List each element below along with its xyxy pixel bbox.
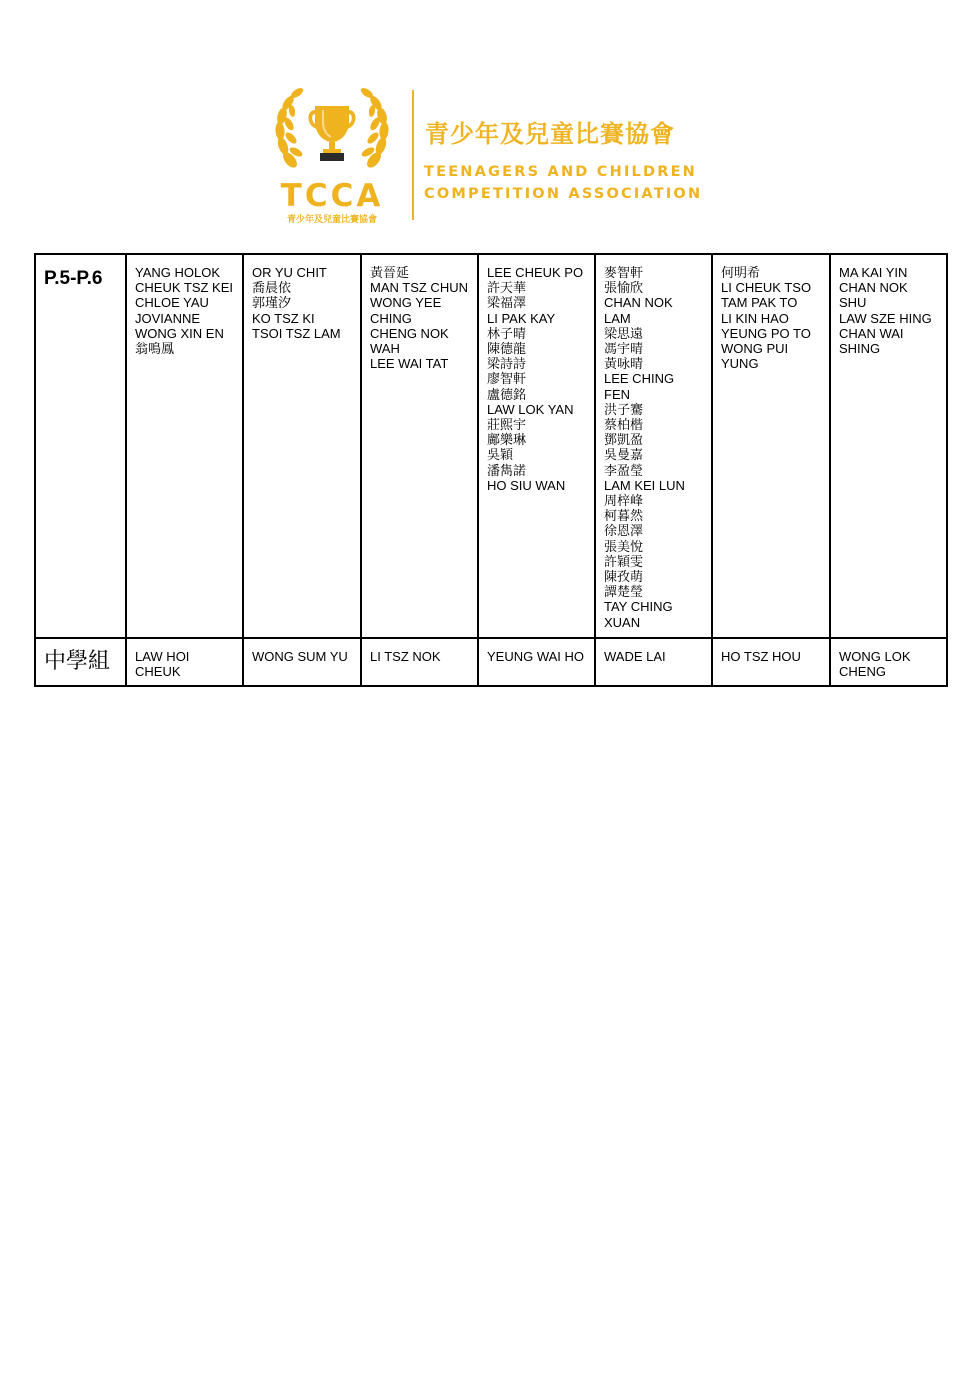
participant-name: CHLOE YAU <box>135 295 209 311</box>
logo-subtext: 青少年及兒童比賽協會 <box>286 215 377 225</box>
names-cell <box>126 638 243 686</box>
participant-name: 翁鳴鳳 <box>135 341 175 357</box>
category-label: P.5-P.6 <box>44 268 103 289</box>
participant-name: LI CHEUK TSO <box>721 280 812 296</box>
participant-name: YEUNG WAI HO <box>487 649 585 664</box>
participant-name: HO TSZ HOU <box>721 649 801 664</box>
participant-name: 鄺樂琳 <box>487 432 527 448</box>
participant-name: LEE CHING <box>604 371 675 387</box>
names-cell <box>361 638 478 686</box>
participant-name: 張美悅 <box>604 538 644 554</box>
participant-name: WADE LAI <box>604 649 666 664</box>
participant-name: 廖智軒 <box>487 371 527 387</box>
participant-name: KO TSZ KI <box>252 310 315 326</box>
category-cell <box>35 254 126 638</box>
participant-name: 何明希 <box>721 265 761 280</box>
participant-name: 麥智軒 <box>604 265 644 280</box>
names-cell <box>361 254 478 638</box>
participant-name: 許天華 <box>487 280 527 296</box>
participant-name: CHAN WAI <box>839 325 904 341</box>
participant-name: 梁福澤 <box>487 295 527 311</box>
participant-name: 林子晴 <box>487 325 527 341</box>
participant-name: SHU <box>839 295 867 311</box>
participant-name: 周梓峰 <box>604 493 644 509</box>
org-name-chinese: 青少年及兒童比賽協會 <box>425 120 675 148</box>
participant-name: CHEUK <box>135 664 181 680</box>
org-name-english <box>424 161 702 205</box>
category-label: 中學組 <box>44 649 111 674</box>
participant-name: MA KAI YIN <box>839 265 908 280</box>
names-cell <box>478 638 595 686</box>
participant-name: 譚楚瑩 <box>604 584 644 600</box>
names-cell <box>126 254 243 638</box>
participant-name: LEE CHEUK PO <box>487 265 584 280</box>
participant-name: YUNG <box>721 356 759 372</box>
page-header <box>0 0 980 240</box>
names-cell <box>830 254 947 638</box>
participant-name: TAM PAK TO <box>721 295 798 311</box>
participant-name: 吳穎 <box>487 447 514 463</box>
participant-name: LI PAK KAY <box>487 310 556 326</box>
table-row-primary <box>35 254 947 638</box>
participant-name: OR YU CHIT <box>252 265 327 280</box>
participant-name: 吳曼嘉 <box>604 447 644 463</box>
participant-name: 黃咏晴 <box>604 356 644 372</box>
participant-name: 陳孜萌 <box>604 569 644 585</box>
names-cell <box>712 254 830 638</box>
names-cell <box>595 638 712 686</box>
participant-name: LAW HOI <box>135 649 190 664</box>
participant-name: CHENG <box>839 664 886 680</box>
participant-name: WAH <box>370 341 400 357</box>
tcca-logo <box>270 82 394 225</box>
participant-name: WONG XIN EN <box>135 325 224 341</box>
participant-name: LI KIN HAO <box>721 310 789 326</box>
participant-name: 馮宇晴 <box>604 341 644 357</box>
header-divider <box>412 90 414 220</box>
participant-name: LAW LOK YAN <box>487 401 574 417</box>
participant-name: 洪子騫 <box>604 401 644 417</box>
participant-name: MAN TSZ CHUN <box>370 280 468 296</box>
names-cell <box>595 254 712 638</box>
participant-name: WONG LOK <box>839 649 911 664</box>
participant-name: CHAN NOK <box>604 295 673 311</box>
participant-name: 梁思遠 <box>604 325 644 341</box>
participant-name: 張愉欣 <box>604 280 644 296</box>
names-cell <box>478 254 595 638</box>
org-name-english-line2: COMPETITION ASSOCIATION <box>424 186 703 202</box>
results-table <box>34 253 948 687</box>
participant-name: LEE WAI TAT <box>370 356 449 372</box>
participant-name: 鄧凱盈 <box>604 432 644 448</box>
participant-name: 李盈瑩 <box>604 462 644 478</box>
participant-name: CHENG NOK <box>370 325 449 341</box>
participant-name: TAY CHING <box>604 599 673 615</box>
participant-name: CHAN NOK <box>839 280 908 296</box>
participant-name: 盧德銘 <box>487 386 527 402</box>
participant-name: WONG YEE <box>370 295 442 311</box>
participant-name: LI TSZ NOK <box>370 649 441 664</box>
names-cell <box>243 638 361 686</box>
participant-name: YEUNG PO TO <box>721 325 811 341</box>
org-name-english-line1: TEENAGERS AND CHILDREN <box>424 164 698 180</box>
participant-name: 潘雋諾 <box>487 462 527 478</box>
participant-name: 柯暮然 <box>604 508 644 524</box>
participant-name: JOVIANNE <box>135 310 201 326</box>
participant-name: 許穎雯 <box>604 553 644 569</box>
participant-name: WONG PUI <box>721 341 789 357</box>
trophy-laurel-icon <box>270 82 394 182</box>
participant-name: 郭瑾汐 <box>252 295 292 311</box>
participant-name: HO SIU WAN <box>487 477 566 493</box>
participant-name: YANG HOLOK <box>135 265 221 280</box>
participant-name: TSOI TSZ LAM <box>252 325 341 341</box>
participant-name: LAM KEI LUN <box>604 477 685 493</box>
category-cell <box>35 638 126 686</box>
participant-name: XUAN <box>604 614 641 630</box>
participant-name: WONG SUM YU <box>252 649 348 664</box>
participant-name: 黃晉延 <box>370 265 410 280</box>
participant-name: 徐恩澤 <box>604 523 644 539</box>
participant-name: LAM <box>604 310 631 326</box>
participant-name: 梁詩詩 <box>487 356 527 372</box>
names-cell <box>712 638 830 686</box>
names-cell <box>830 638 947 686</box>
participant-name: 陳德龍 <box>487 341 527 357</box>
names-cell <box>243 254 361 638</box>
participant-name: SHING <box>839 341 881 357</box>
table-row-secondary <box>35 638 947 686</box>
participant-name: FEN <box>604 386 630 402</box>
participant-name: 莊熙宇 <box>487 417 527 433</box>
logo-wordmark: TCCA <box>280 178 384 214</box>
participant-name: LAW SZE HING <box>839 310 932 326</box>
participant-name: CHEUK TSZ KEI <box>135 280 234 296</box>
participant-name: 喬晨依 <box>252 280 292 296</box>
participant-name: 蔡柏楷 <box>604 417 644 433</box>
participant-name: CHING <box>370 310 412 326</box>
